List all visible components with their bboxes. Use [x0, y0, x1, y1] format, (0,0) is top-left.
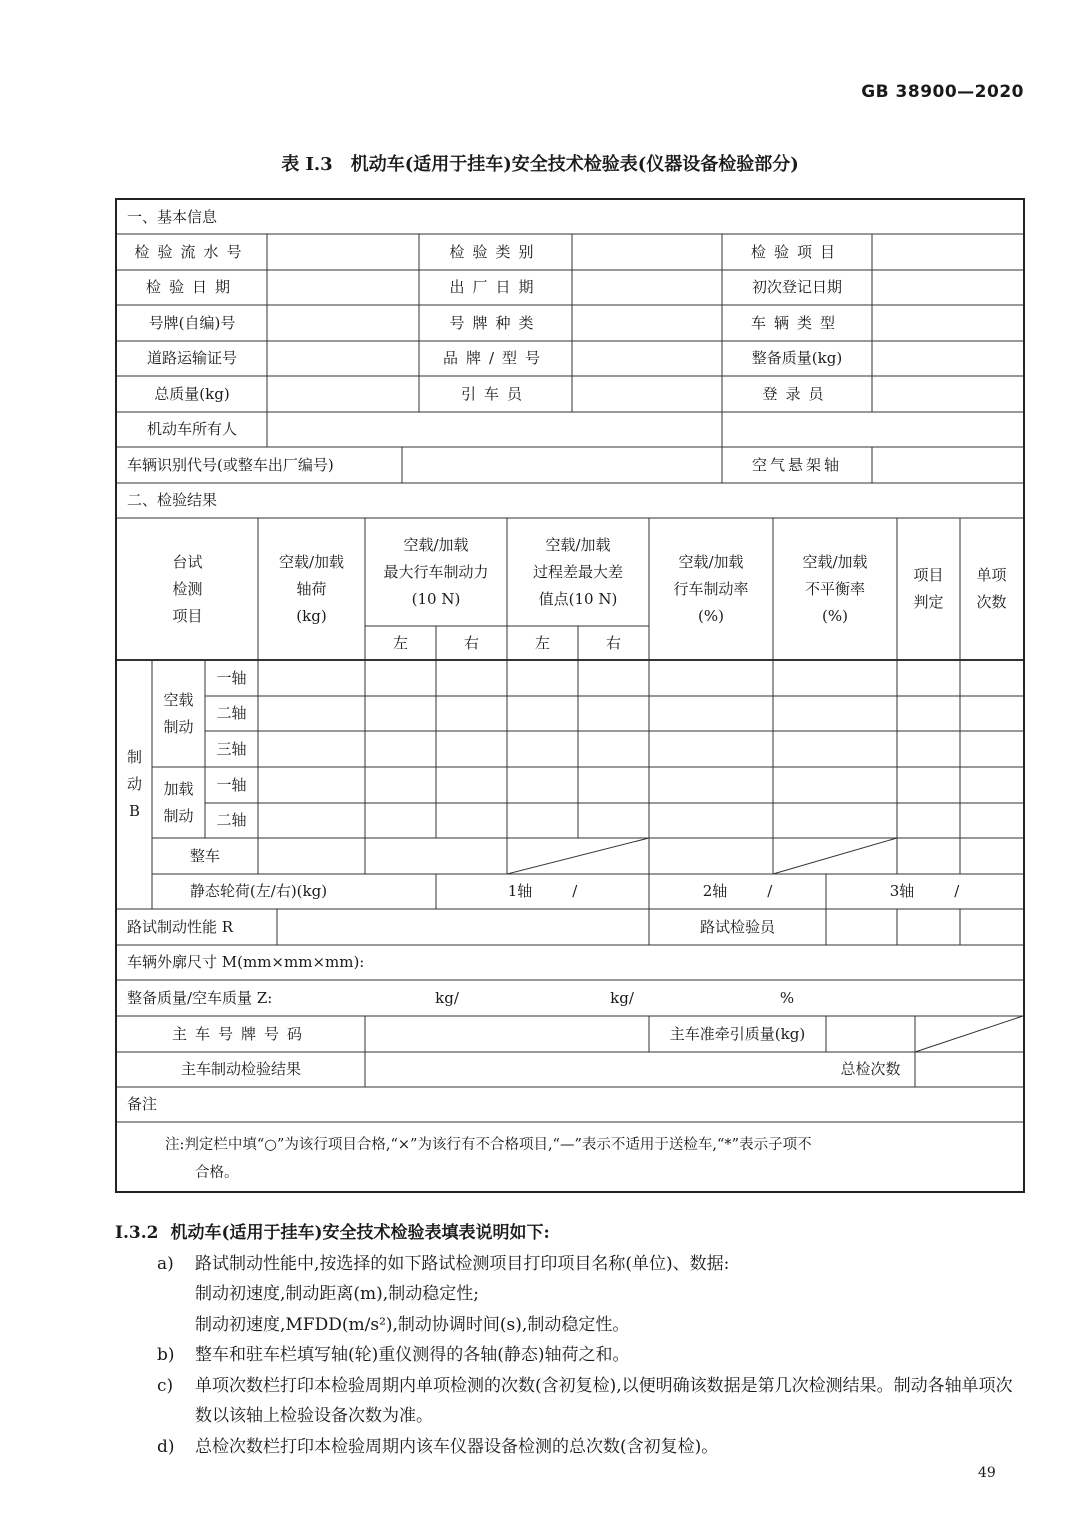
instruction-a	[115, 1249, 1025, 1280]
label-loaded-axle-1: 一轴	[216, 775, 247, 794]
label-road-inspector: 路试检验员	[699, 917, 775, 936]
text-b: 整车和驻车栏填写轴(轮)重仪测得的各轴(静态)轴荷之和。	[195, 1345, 630, 1365]
label-loaded-axle-2: 二轴	[216, 811, 247, 829]
static-axle-1-slash: /	[572, 882, 578, 900]
static-axle-3	[826, 874, 1023, 909]
static-axle-2-slash: /	[767, 882, 773, 900]
table-note	[165, 1131, 1005, 1188]
label-first-registration-date: 初次登记日期	[751, 278, 842, 296]
mass-unit-percent: %	[779, 988, 795, 1007]
marker-d: d)	[157, 1436, 175, 1457]
label-empty-brake: 空载 制动	[163, 690, 194, 736]
label-total-count: 总检次数	[840, 1060, 901, 1078]
label-road-transport-permit: 道路运输证号	[146, 349, 237, 367]
label-empty-axle-3: 三轴	[216, 739, 247, 758]
mass-unit-2: kg/	[610, 988, 634, 1007]
header-axle-load: 空载/加载 轴荷 (kg)	[278, 552, 345, 625]
header-imbalance-rate: 空载/加载 不平衡率 (%)	[802, 552, 868, 625]
header-diff-right: 右	[605, 633, 621, 652]
label-manufacture-date: 出厂日期	[449, 278, 542, 296]
page-number: 49	[978, 1465, 996, 1481]
label-plate-number: 号牌(自编)号	[148, 313, 236, 332]
label-loaded-brake: 加载 制动	[163, 779, 194, 825]
instruction-d	[115, 1432, 1025, 1463]
label-remarks: 备注	[127, 1095, 158, 1113]
label-empty-axle-2: 二轴	[216, 704, 247, 722]
label-static-wheel-load: 静态轮荷(左/右)(kg)	[189, 882, 328, 900]
label-inspection-item: 检验项目	[750, 242, 843, 261]
static-axle-2-label: 2轴	[702, 882, 728, 900]
static-axle-2	[649, 874, 826, 909]
section-basic-info: 一、基本信息	[127, 207, 218, 226]
label-main-plate-number: 主车号牌号码	[171, 1024, 310, 1043]
standard-code: GB 38900—2020	[861, 82, 1024, 102]
inspection-table	[115, 198, 1025, 1193]
text-d: 总检次数栏打印本检验周期内该车仪器设备检测的总次数(含初复检)。	[195, 1436, 719, 1457]
label-road-brake-performance: 路试制动性能 R	[127, 917, 234, 936]
label-main-brake-result: 主车制动检验结果	[180, 1060, 301, 1078]
label-brand-model: 品牌/型号	[442, 349, 549, 367]
header-process-difference: 空载/加载 过程差最大差 值点(10 N)	[532, 535, 623, 608]
instructions-heading	[115, 1218, 1025, 1249]
note-line-2: 合格。	[195, 1165, 239, 1182]
static-axle-3-slash: /	[954, 882, 960, 900]
fill-instructions	[115, 1218, 1025, 1462]
label-vehicle-type: 车辆类型	[750, 313, 843, 332]
note-line-1: 注:判定栏中填“○”为该行项目合格,“×”为该行有不合格项目,“—”表示不适用于送检车,“*”表示子项不	[165, 1137, 812, 1153]
header-item-count: 单项 次数	[976, 566, 1007, 611]
header-brake-rate: 空载/加载 行车制动率 (%)	[673, 552, 749, 625]
marker-c: c)	[157, 1375, 174, 1396]
mass-unit-1: kg/	[435, 988, 459, 1007]
text-c: 单项次数栏打印本检验周期内单项检测的次数(含初复检),以便明确该数据是第几次检测结果。制动各轴单项次数以该轴上检验设备次数为准。	[195, 1375, 1013, 1426]
section-number: I.3.2	[115, 1223, 159, 1243]
label-data-entry-clerk: 登录员	[762, 384, 832, 403]
label-vin: 车辆识别代号(或整车出厂编号)	[127, 455, 334, 474]
marker-a: a)	[157, 1253, 174, 1274]
header-max-brake-left: 左	[392, 633, 408, 652]
label-air-suspension-axle: 空气悬架轴	[751, 455, 842, 474]
label-vehicle-owner: 机动车所有人	[146, 420, 237, 438]
instruction-a-sub-2: 制动初速度,MFDD(m/s²),制动协调时间(s),制动稳定性。	[195, 1314, 630, 1335]
label-brake-group: 制 动 B	[126, 748, 142, 820]
label-plate-type: 号牌种类	[449, 313, 542, 332]
heading-text: 机动车(适用于挂车)安全技术检验表填表说明如下:	[170, 1223, 550, 1243]
header-max-brake-right: 右	[463, 633, 479, 652]
label-inspection-date: 检验日期	[145, 278, 238, 296]
label-vehicle-dimensions: 车辆外廓尺寸 M(mm×mm×mm):	[127, 953, 365, 971]
label-inspection-category: 检验类别	[449, 242, 542, 261]
label-total-mass: 总质量(kg)	[154, 384, 230, 403]
header-max-brake-force: 空载/加载 最大行车制动力 (10 N)	[383, 535, 489, 608]
instruction-b	[115, 1340, 1025, 1371]
table-number: 表 I.3	[281, 154, 333, 175]
label-test-driver: 引车员	[460, 384, 530, 403]
instruction-c	[115, 1371, 1025, 1432]
instruction-a-sub-1: 制动初速度,制动距离(m),制动稳定性;	[195, 1284, 479, 1304]
text-a: 路试制动性能中,按选择的如下路试检测项目打印项目名称(单位)、数据:	[195, 1253, 730, 1274]
label-serial-number: 检验流水号	[134, 242, 250, 261]
section-inspection-results: 二、检验结果	[127, 491, 218, 509]
table-title-text: 机动车(适用于挂车)安全技术检验表(仪器设备检验部分)	[350, 154, 799, 175]
label-main-traction-mass: 主车准牵引质量(kg)	[669, 1024, 806, 1043]
marker-b: b)	[157, 1345, 175, 1365]
label-empty-axle-1: 一轴	[216, 668, 247, 687]
static-axle-1-label: 1轴	[507, 882, 533, 900]
label-mass-ratio: 整备质量/空车质量 Z:	[127, 988, 273, 1007]
table-title	[0, 150, 1080, 176]
label-curb-mass: 整备质量(kg)	[751, 349, 843, 367]
static-axle-1	[436, 874, 649, 909]
header-test-item: 台试 检测 项目	[172, 552, 203, 625]
header-diff-left: 左	[534, 633, 550, 652]
header-item-judgement: 项目 判定	[913, 566, 944, 611]
label-whole-vehicle: 整车	[189, 846, 220, 865]
static-axle-3-label: 3轴	[889, 882, 915, 900]
